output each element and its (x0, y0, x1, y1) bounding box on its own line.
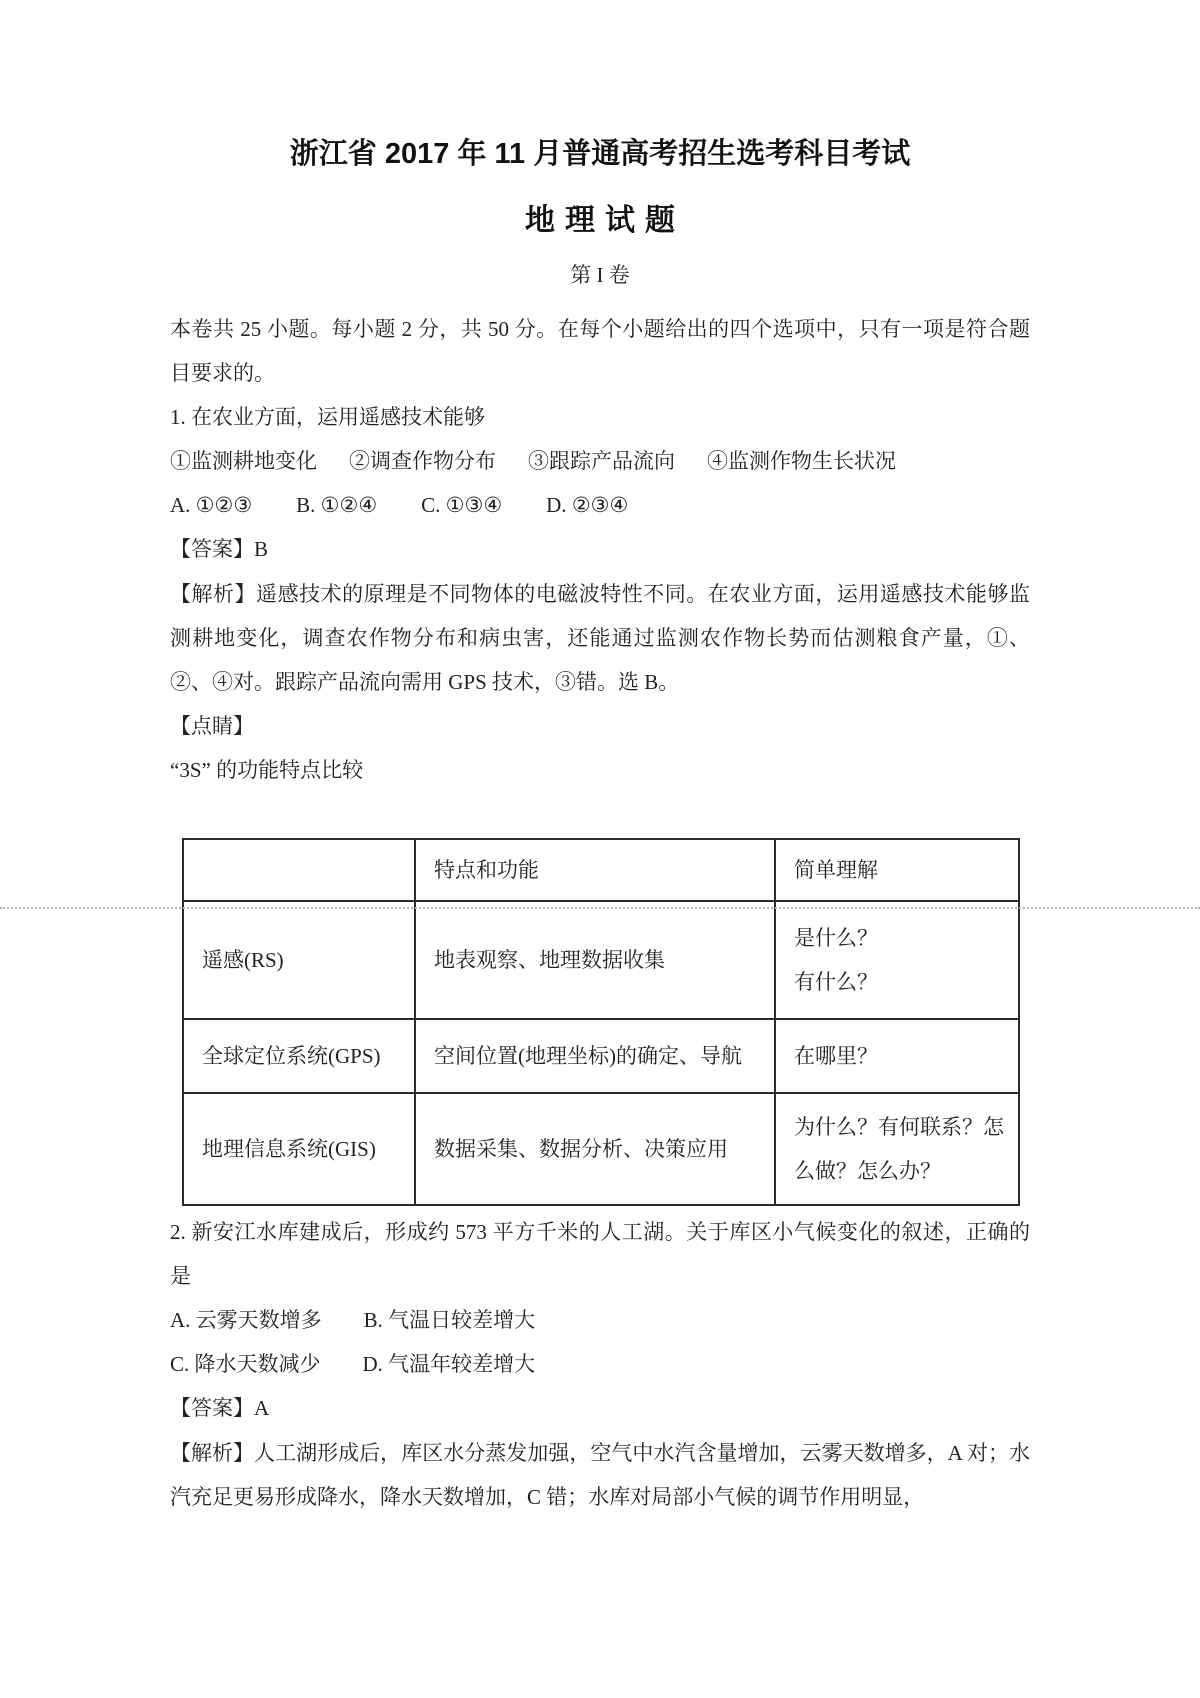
q2-options-row-1 (170, 1298, 1030, 1342)
q2-option-a: A. 云雾天数增多 (170, 1308, 322, 1333)
gis-understanding-cell: 为什么？有何联系？怎么做？怎么办？ (775, 1093, 1019, 1205)
page-subtitle: 地理试题 (525, 204, 685, 237)
table-header-features: 特点和功能 (415, 839, 775, 901)
q1-analysis: 【解析】遥感技术的原理是不同物体的电磁波特性不同。在农业方面，运用遥感技术能够监测耕地变化，调查农作物分布和病虫害，还能通过监测农作物长势而估测粮食产量，①、②、④对。跟踪产品流向需用 GPS 技术，③错。选 B。 (170, 581, 1030, 694)
q1-option-b: B. ①②④ (296, 493, 378, 518)
q2-option-b: B. 气温日较差增大 (363, 1308, 536, 1333)
q2-stem: 2. 新安江水库建成后，形成约 573 平方千米的人工湖。关于库区小气候变化的叙述，正确的是 (170, 1220, 1030, 1289)
q2-options-row-2 (170, 1342, 1030, 1386)
rs-feature-cell: 地表观察、地理数据收集 (415, 901, 775, 1019)
gps-feature-cell: 空间位置(地理坐标)的确定、导航 (415, 1019, 775, 1093)
rs-understanding-cell (775, 901, 1019, 1019)
3s-comparison-table (182, 838, 1020, 1206)
q1-tip-label: 【点睛】 (170, 713, 254, 738)
q1-answer: 【答案】B (170, 537, 269, 562)
table-row-rs (183, 901, 1019, 1019)
q1-item-1: ①监测耕地变化 (170, 449, 317, 474)
q1-item-2: ②调查作物分布 (349, 449, 496, 474)
page-break-dashed-line (0, 907, 1200, 909)
q2-answer: 【答案】A (170, 1396, 270, 1421)
gis-system-cell: 地理信息系统(GIS) (183, 1093, 415, 1205)
q1-option-c: C. ①③④ (421, 493, 503, 518)
q1-options (170, 483, 1030, 527)
table-row-gis (183, 1093, 1019, 1205)
q2-analysis: 【解析】人工湖形成后，库区水分蒸发加强，空气中水汽含量增加，云雾天数增多，A 对；水汽充足更易形成降水，降水天数增加，C 错；水库对局部小气候的调节作用明显， (170, 1440, 1030, 1509)
gps-system-cell: 全球定位系统(GPS) (183, 1019, 415, 1093)
gps-understanding-cell: 在哪里？ (775, 1019, 1019, 1093)
gis-feature-cell: 数据采集、数据分析、决策应用 (415, 1093, 775, 1205)
q1-option-d: D. ②③④ (546, 493, 629, 518)
rs-system-cell: 遥感(RS) (183, 901, 415, 1019)
q2-option-d: D. 气温年较差增大 (362, 1352, 536, 1377)
table-header-understanding: 简单理解 (775, 839, 1019, 901)
rs-understanding-line-2: 有什么？ (794, 970, 878, 995)
q1-stem: 1. 在农业方面，运用遥感技术能够 (170, 405, 485, 430)
page-title: 浙江省 2017 年 11 月普通高考招生选考科目考试 (289, 138, 911, 170)
q1-item-4: ④监测作物生长状况 (707, 449, 896, 474)
table-header-blank (183, 839, 415, 901)
table-header-row (183, 839, 1019, 901)
q2-option-c: C. 降水天数减少 (170, 1352, 321, 1377)
q1-item-3: ③跟踪产品流向 (528, 449, 675, 474)
exam-instructions: 本卷共 25 小题。每小题 2 分，共 50 分。在每个小题给出的四个选项中，只有一项是符合题目要求的。 (170, 317, 1030, 386)
q1-items (170, 439, 1030, 483)
table-caption: “3S” 的功能特点比较 (170, 757, 364, 782)
rs-understanding-line-1: 是什么？ (794, 925, 878, 950)
q1-option-a: A. ①②③ (170, 493, 253, 518)
table-row-gps (183, 1019, 1019, 1093)
section-heading: 第 I 卷 (570, 263, 630, 287)
